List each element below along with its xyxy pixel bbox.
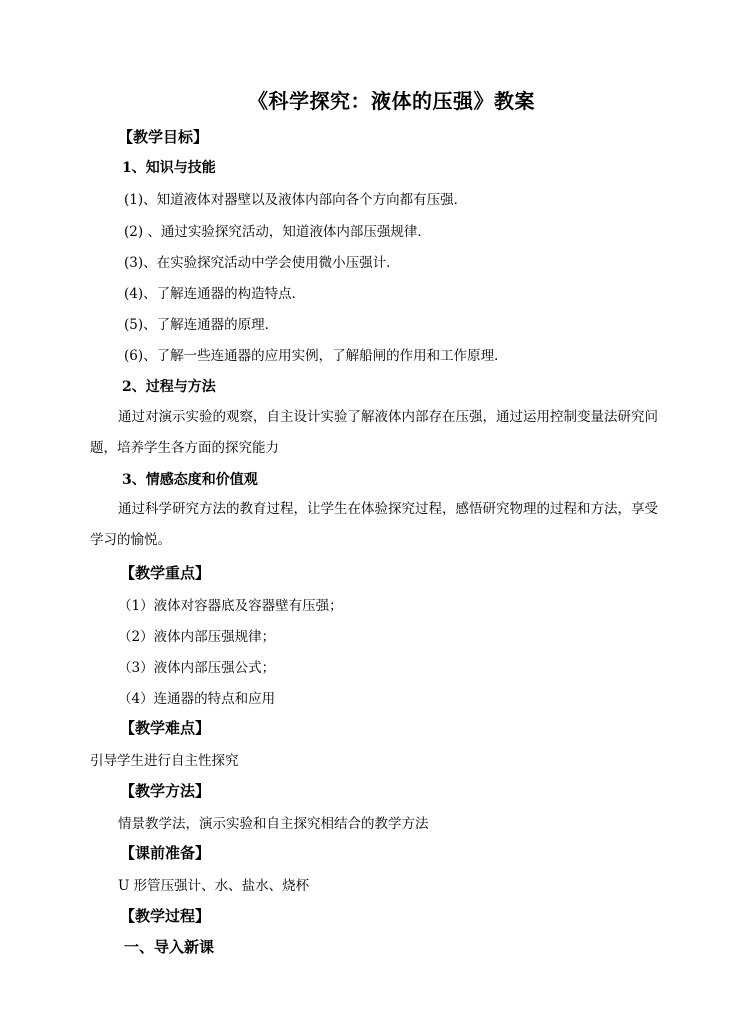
- goals-heading: 【教学目标】: [118, 128, 209, 146]
- knowledge-heading: 1、知识与技能: [122, 160, 216, 176]
- document-title: 《科学探究：液体的压强》教案: [248, 89, 535, 113]
- difficulty-text: 引导学生进行自主性探究: [90, 753, 239, 769]
- knowledge-item: (3)、在实验探究活动中学会使用微小压强计．: [124, 255, 400, 271]
- key-points-heading: 【教学重点】: [120, 564, 211, 582]
- preparation-text: U 形管压强计、水、盐水、烧杯: [118, 878, 310, 894]
- difficulty-heading: 【教学难点】: [120, 719, 211, 737]
- key-point-item: （2）液体内部压强规律；: [118, 629, 276, 645]
- method-text: 情景教学法，演示实验和自主探究相结合的教学方法: [118, 816, 429, 832]
- process-heading: 2、过程与方法: [122, 379, 216, 395]
- knowledge-item: (2) 、通过实验探究活动，知道液体内部压强规律．: [124, 224, 431, 240]
- attitude-heading: 3、情感态度和价值观: [122, 472, 258, 488]
- process-paragraph: 通过对演示实验的观察，自主设计实验了解液体内部存在压强，通过运用控制变量法研究问题，培养学生各方面的探究能力: [90, 409, 658, 456]
- procedure-heading: 【教学过程】: [120, 907, 211, 925]
- knowledge-item: (6)、了解一些连通器的应用实例，了解船闸的作用和工作原理．: [124, 348, 508, 364]
- knowledge-item: (5)、了解连通器的原理．: [124, 317, 279, 333]
- method-heading: 【教学方法】: [120, 782, 211, 800]
- procedure-section-heading: 一、导入新课: [124, 938, 215, 956]
- preparation-heading: 【课前准备】: [120, 844, 211, 862]
- key-point-item: （3）液体内部压强公式；: [118, 660, 276, 676]
- key-point-item: （1）液体对容器底及容器壁有压强；: [118, 598, 343, 614]
- knowledge-item: (1)、知道液体对器壁以及液体内部向各个方向都有压强．: [124, 192, 468, 208]
- key-point-item: （4）连通器的特点和应用: [118, 691, 276, 707]
- attitude-paragraph: 通过科学研究方法的教育过程，让学生在体验探究过程，感悟研究物理的过程和方法，享受学习的愉悦。: [90, 501, 658, 548]
- knowledge-item: (4)、了解连通器的构造特点．: [124, 286, 306, 302]
